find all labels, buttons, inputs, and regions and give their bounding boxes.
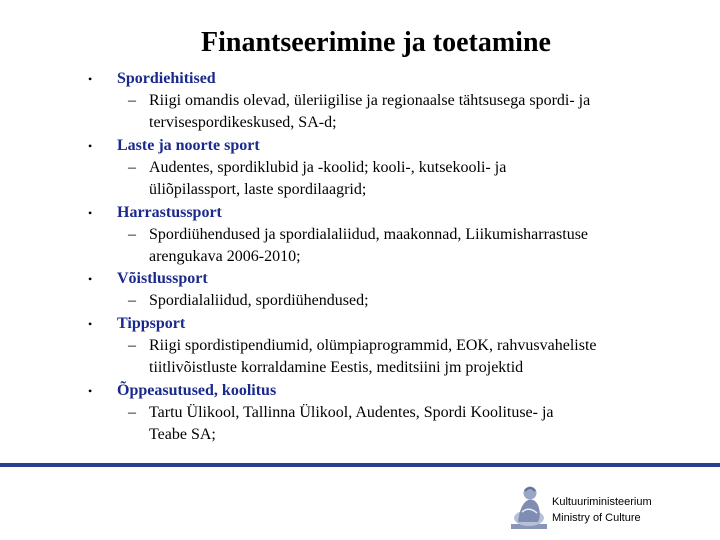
item-detail bbox=[128, 290, 688, 312]
item-detail bbox=[128, 157, 688, 202]
item-detail bbox=[128, 335, 688, 380]
dash-marker: – bbox=[128, 292, 136, 310]
item-detail bbox=[128, 90, 688, 135]
slide-title: Finantseerimine ja toetamine bbox=[201, 27, 551, 58]
detail-line: tervisespordikeskused, SA-d; bbox=[149, 114, 337, 132]
item-detail bbox=[128, 402, 688, 447]
detail-line: Audentes, spordiklubid ja -koolid; kooli-, kutsekooli- ja bbox=[149, 158, 507, 176]
item-heading: Spordiehitised bbox=[117, 70, 216, 87]
bullet-dot: • bbox=[88, 138, 93, 153]
list-item bbox=[88, 313, 688, 380]
detail-line: Teabe SA; bbox=[149, 426, 216, 444]
dash-marker: – bbox=[128, 158, 136, 176]
bullet-dot: • bbox=[88, 316, 93, 331]
list-item bbox=[88, 380, 688, 447]
ministry-logo-icon bbox=[508, 482, 550, 530]
ministry-name-et: Kultuuriministeerium bbox=[552, 496, 652, 508]
bullet-dot: • bbox=[88, 383, 93, 398]
item-heading: Võistlussport bbox=[117, 270, 208, 288]
list-item bbox=[88, 202, 688, 269]
item-heading: Harrastussport bbox=[117, 203, 222, 221]
item-heading: Laste ja noorte sport bbox=[117, 136, 260, 154]
detail-line: Spordiühendused ja spordialaliidud, maakonnad, Liikumisharrastuse bbox=[149, 225, 589, 243]
list-item bbox=[88, 135, 688, 202]
detail-line: Tartu Ülikool, Tallinna Ülikool, Audentes, Spordi Koolituse- ja bbox=[149, 403, 554, 421]
ministry-name-en: Ministry of Culture bbox=[552, 512, 641, 524]
bullet-dot: • bbox=[88, 72, 93, 86]
item-heading: Tippsport bbox=[117, 314, 186, 332]
detail-line: arengukava 2006-2010; bbox=[149, 248, 301, 266]
footer-divider bbox=[0, 463, 720, 467]
detail-line: tiitlivõistluste korraldamine Eestis, meditsiini jm projektid bbox=[149, 359, 524, 377]
detail-line: Spordialaliidud, spordiühendused; bbox=[149, 292, 369, 310]
detail-line: Riigi spordistipendiumid, olümpiaprogrammid, EOK, rahvusvaheliste bbox=[149, 336, 597, 354]
dash-marker: – bbox=[128, 92, 136, 109]
item-heading: Õppeasutused, koolitus bbox=[117, 381, 277, 399]
bullet-dot: • bbox=[88, 272, 93, 287]
bullet-dot: • bbox=[88, 205, 93, 220]
list-item bbox=[88, 68, 688, 135]
detail-line: üliõpilassport, laste spordilaagrid; bbox=[149, 181, 367, 199]
dash-marker: – bbox=[128, 225, 136, 243]
dash-marker: – bbox=[128, 403, 136, 421]
list-item bbox=[88, 268, 688, 312]
detail-line: Riigi omandis olevad, üleriigilise ja regionaalse tähtsusega spordi- ja bbox=[149, 92, 591, 109]
ministry-name bbox=[552, 494, 652, 526]
item-detail bbox=[128, 224, 688, 269]
dash-marker: – bbox=[128, 336, 136, 354]
bullet-list bbox=[88, 68, 688, 446]
